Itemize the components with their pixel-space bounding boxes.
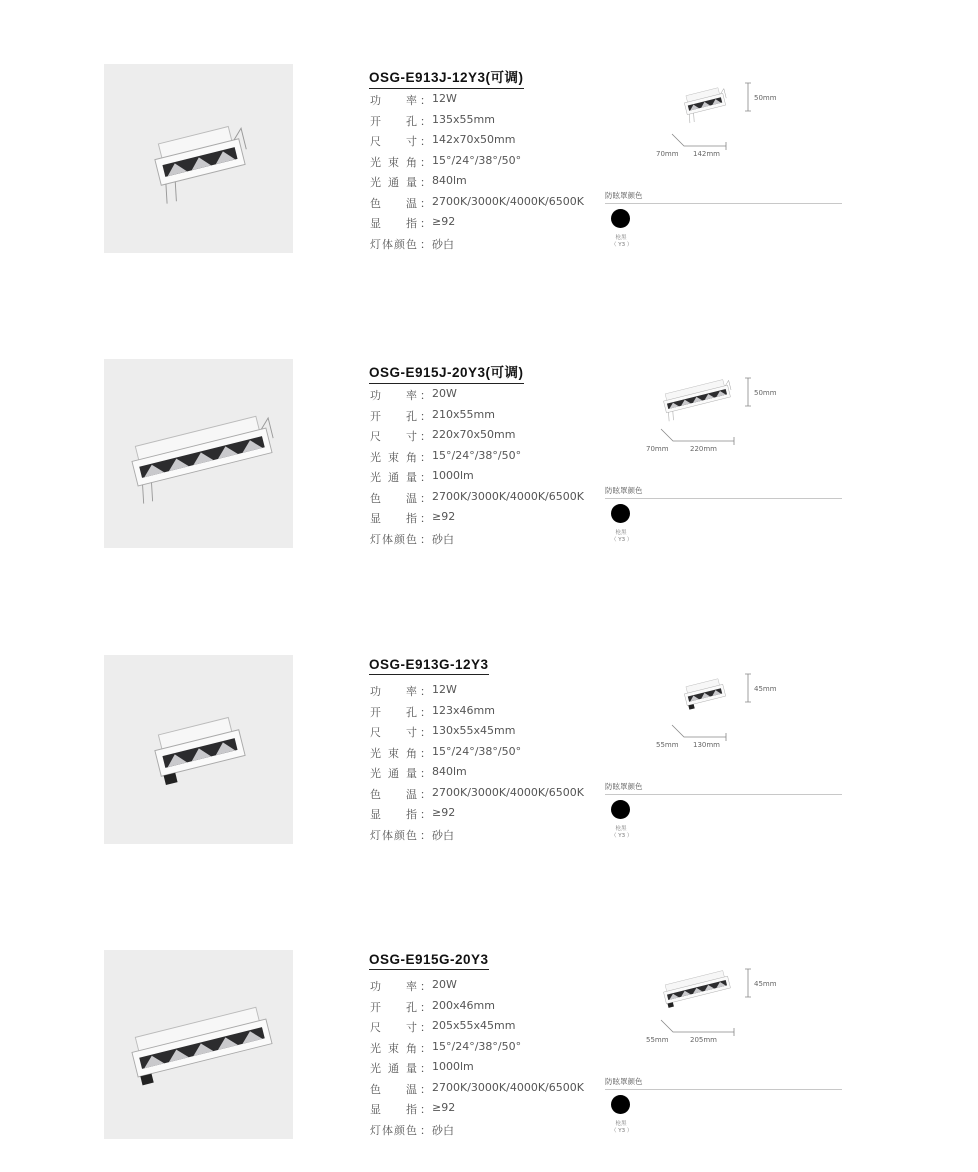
dimension-drawing xyxy=(605,64,845,184)
spec-value: 1000lm xyxy=(432,1060,474,1073)
length-dimension: 220mm xyxy=(690,445,717,453)
color-swatch xyxy=(611,800,630,819)
spec-value: 12W xyxy=(432,683,457,696)
spec-value: ≥92 xyxy=(432,1101,456,1114)
product-model: OSG-E913G-12Y3 xyxy=(369,657,489,675)
depth-dimension: 70mm xyxy=(646,445,669,453)
divider xyxy=(605,794,842,795)
spring-clip xyxy=(667,411,675,421)
spec-value: 200x46mm xyxy=(432,998,495,1012)
product-block: OSG-E915G-20Y3 功 率 ： 20W 开 孔 ： 200x46mm 尺 寸 ： 205x55x45mm 光 束 角 ： 15°/24°/38°/50° 光 通 量 ： 1000lm 色 温 ： 2700K/3000K/4000K/6500K 显 指 ： ≥92 灯 体 颜 色 ： 砂白 45mm 55mm 205mm 防眩罩颜色 枪黑 （ Y3 ） xyxy=(0,950,978,1150)
spec-value: 130x55x45mm xyxy=(432,724,516,737)
product-block: OSG-E915J-20Y3(可调) 功 率 ： 20W 开 孔 ： 210x55mm 尺 寸 ： 220x70x50mm 光 束 角 ： 15°/24°/38°/50° 光 通 量 ： 1000lm 色 温 ： 2700K/3000K/4000K/6500K 显 指 ： ≥92 灯 体 颜 色 ： 砂白 50mm 70mm 220mm 防眩罩颜色 枪黑 （ Y3 ） xyxy=(0,359,978,559)
fixture-illustration xyxy=(129,1006,275,1086)
length-dimension: 142mm xyxy=(693,150,720,158)
shade-color-title: 防眩罩颜色 xyxy=(605,782,643,791)
fixture-illustration xyxy=(662,378,735,421)
product-photo xyxy=(104,950,293,1139)
swatch-code: （ Y3 ） xyxy=(611,833,633,839)
fixture-illustration xyxy=(151,716,247,786)
length-dimension: 130mm xyxy=(693,741,720,749)
spec-value: 220x70x50mm xyxy=(432,428,516,441)
height-dimension: 50mm xyxy=(754,389,777,397)
length-dimension-line xyxy=(661,1020,734,1036)
length-dimension-line xyxy=(672,134,726,150)
fixture-illustration xyxy=(129,414,281,504)
divider xyxy=(605,498,842,499)
spec-value: 15°/24°/38°/50° xyxy=(432,1039,522,1053)
spec-value: 20W xyxy=(432,387,457,400)
swatch-name: 枪黑 xyxy=(615,235,627,241)
spec-value: 15°/24°/38°/50° xyxy=(432,744,522,758)
swatch-name: 枪黑 xyxy=(615,1121,627,1127)
shade-color-title: 防眩罩颜色 xyxy=(605,486,643,495)
height-dimension-line xyxy=(745,969,751,997)
color-swatch xyxy=(611,1095,630,1114)
spec-value: 15°/24°/38°/50° xyxy=(432,448,522,462)
color-swatch xyxy=(611,504,630,523)
divider xyxy=(605,203,842,204)
dimension-drawing xyxy=(605,950,845,1070)
shade-color-title: 防眩罩颜色 xyxy=(605,1077,643,1086)
spec-value: 2700K/3000K/4000K/6500K xyxy=(432,194,584,208)
spring-clip xyxy=(162,182,179,204)
spec-value: 砂白 xyxy=(432,237,454,251)
color-swatch xyxy=(611,209,630,228)
height-dimension: 50mm xyxy=(754,94,777,102)
height-dimension: 45mm xyxy=(754,980,777,988)
product-block: OSG-E913J-12Y3(可调) 功 率 ： 12W 开 孔 ： 135x55mm 尺 寸 ： 142x70x50mm 光 束 角 ： 15°/24°/38°/50° 光 通 量 ： 840lm 色 温 ： 2700K/3000K/4000K/6500K 显 指 ： ≥92 灯 体 颜 色 ： 砂白 50mm 70mm 142mm 防眩罩颜色 枪黑 （ Y3 ） xyxy=(0,64,978,264)
height-dimension: 45mm xyxy=(754,685,777,693)
length-dimension-line xyxy=(672,725,726,741)
length-dimension: 205mm xyxy=(690,1036,717,1044)
depth-dimension: 55mm xyxy=(656,741,679,749)
length-dimension-line xyxy=(661,429,734,445)
product-photo xyxy=(104,64,293,253)
height-dimension-line xyxy=(745,378,751,406)
product-model: OSG-E913J-12Y3(可调) xyxy=(369,66,524,89)
spec-value: 1000lm xyxy=(432,469,474,482)
spec-value: 砂白 xyxy=(432,532,454,546)
product-block: OSG-E913G-12Y3 功 率 ： 12W 开 孔 ： 123x46mm 尺 寸 ： 130x55x45mm 光 束 角 ： 15°/24°/38°/50° 光 通 量 ： 840lm 色 温 ： 2700K/3000K/4000K/6500K 显 指 ： ≥92 灯 体 颜 色 ： 砂白 45mm 55mm 130mm 防眩罩颜色 枪黑 （ Y3 ） xyxy=(0,655,978,855)
spring-clip xyxy=(139,483,156,504)
spec-value: 2700K/3000K/4000K/6500K xyxy=(432,785,584,799)
shade-color-title: 防眩罩颜色 xyxy=(605,191,643,200)
product-model: OSG-E915J-20Y3(可调) xyxy=(369,361,524,384)
depth-dimension: 70mm xyxy=(656,150,679,158)
swatch-code: （ Y3 ） xyxy=(611,242,633,248)
spec-value: ≥92 xyxy=(432,806,456,819)
product-photo xyxy=(104,655,293,844)
spec-value: ≥92 xyxy=(432,510,456,523)
spec-value: 15°/24°/38°/50° xyxy=(432,153,522,167)
spec-value: 2700K/3000K/4000K/6500K xyxy=(432,1080,584,1094)
height-dimension-line xyxy=(745,83,751,111)
spec-value: 210x55mm xyxy=(432,407,495,421)
swatch-name: 枪黑 xyxy=(615,826,627,832)
divider xyxy=(605,1089,842,1090)
swatch-name: 枪黑 xyxy=(615,530,627,536)
spec-value: 2700K/3000K/4000K/6500K xyxy=(432,489,584,503)
spec-value: ≥92 xyxy=(432,215,456,228)
fixture-illustration xyxy=(683,86,730,123)
swatch-code: （ Y3 ） xyxy=(611,1128,633,1134)
swatch-code: （ Y3 ） xyxy=(611,537,633,543)
spec-value: 840lm xyxy=(432,174,467,187)
spec-value: 135x55mm xyxy=(432,112,495,126)
spring-clip xyxy=(688,113,696,123)
spec-value: 142x70x50mm xyxy=(432,133,516,146)
fixture-illustration xyxy=(683,678,727,710)
fixture-illustration xyxy=(151,124,254,204)
spec-value: 砂白 xyxy=(432,1123,454,1137)
spec-value: 砂白 xyxy=(432,828,454,842)
dimension-drawing xyxy=(605,655,845,775)
spec-value: 205x55x45mm xyxy=(432,1019,516,1032)
height-dimension-line xyxy=(745,674,751,702)
spec-value: 12W xyxy=(432,92,457,105)
product-photo xyxy=(104,359,293,548)
spec-value: 123x46mm xyxy=(432,703,495,717)
depth-dimension: 55mm xyxy=(646,1036,669,1044)
dimension-drawing xyxy=(605,359,845,479)
fixture-illustration xyxy=(662,970,732,1008)
spec-value: 20W xyxy=(432,978,457,991)
spec-value: 840lm xyxy=(432,765,467,778)
product-model: OSG-E915G-20Y3 xyxy=(369,952,489,970)
